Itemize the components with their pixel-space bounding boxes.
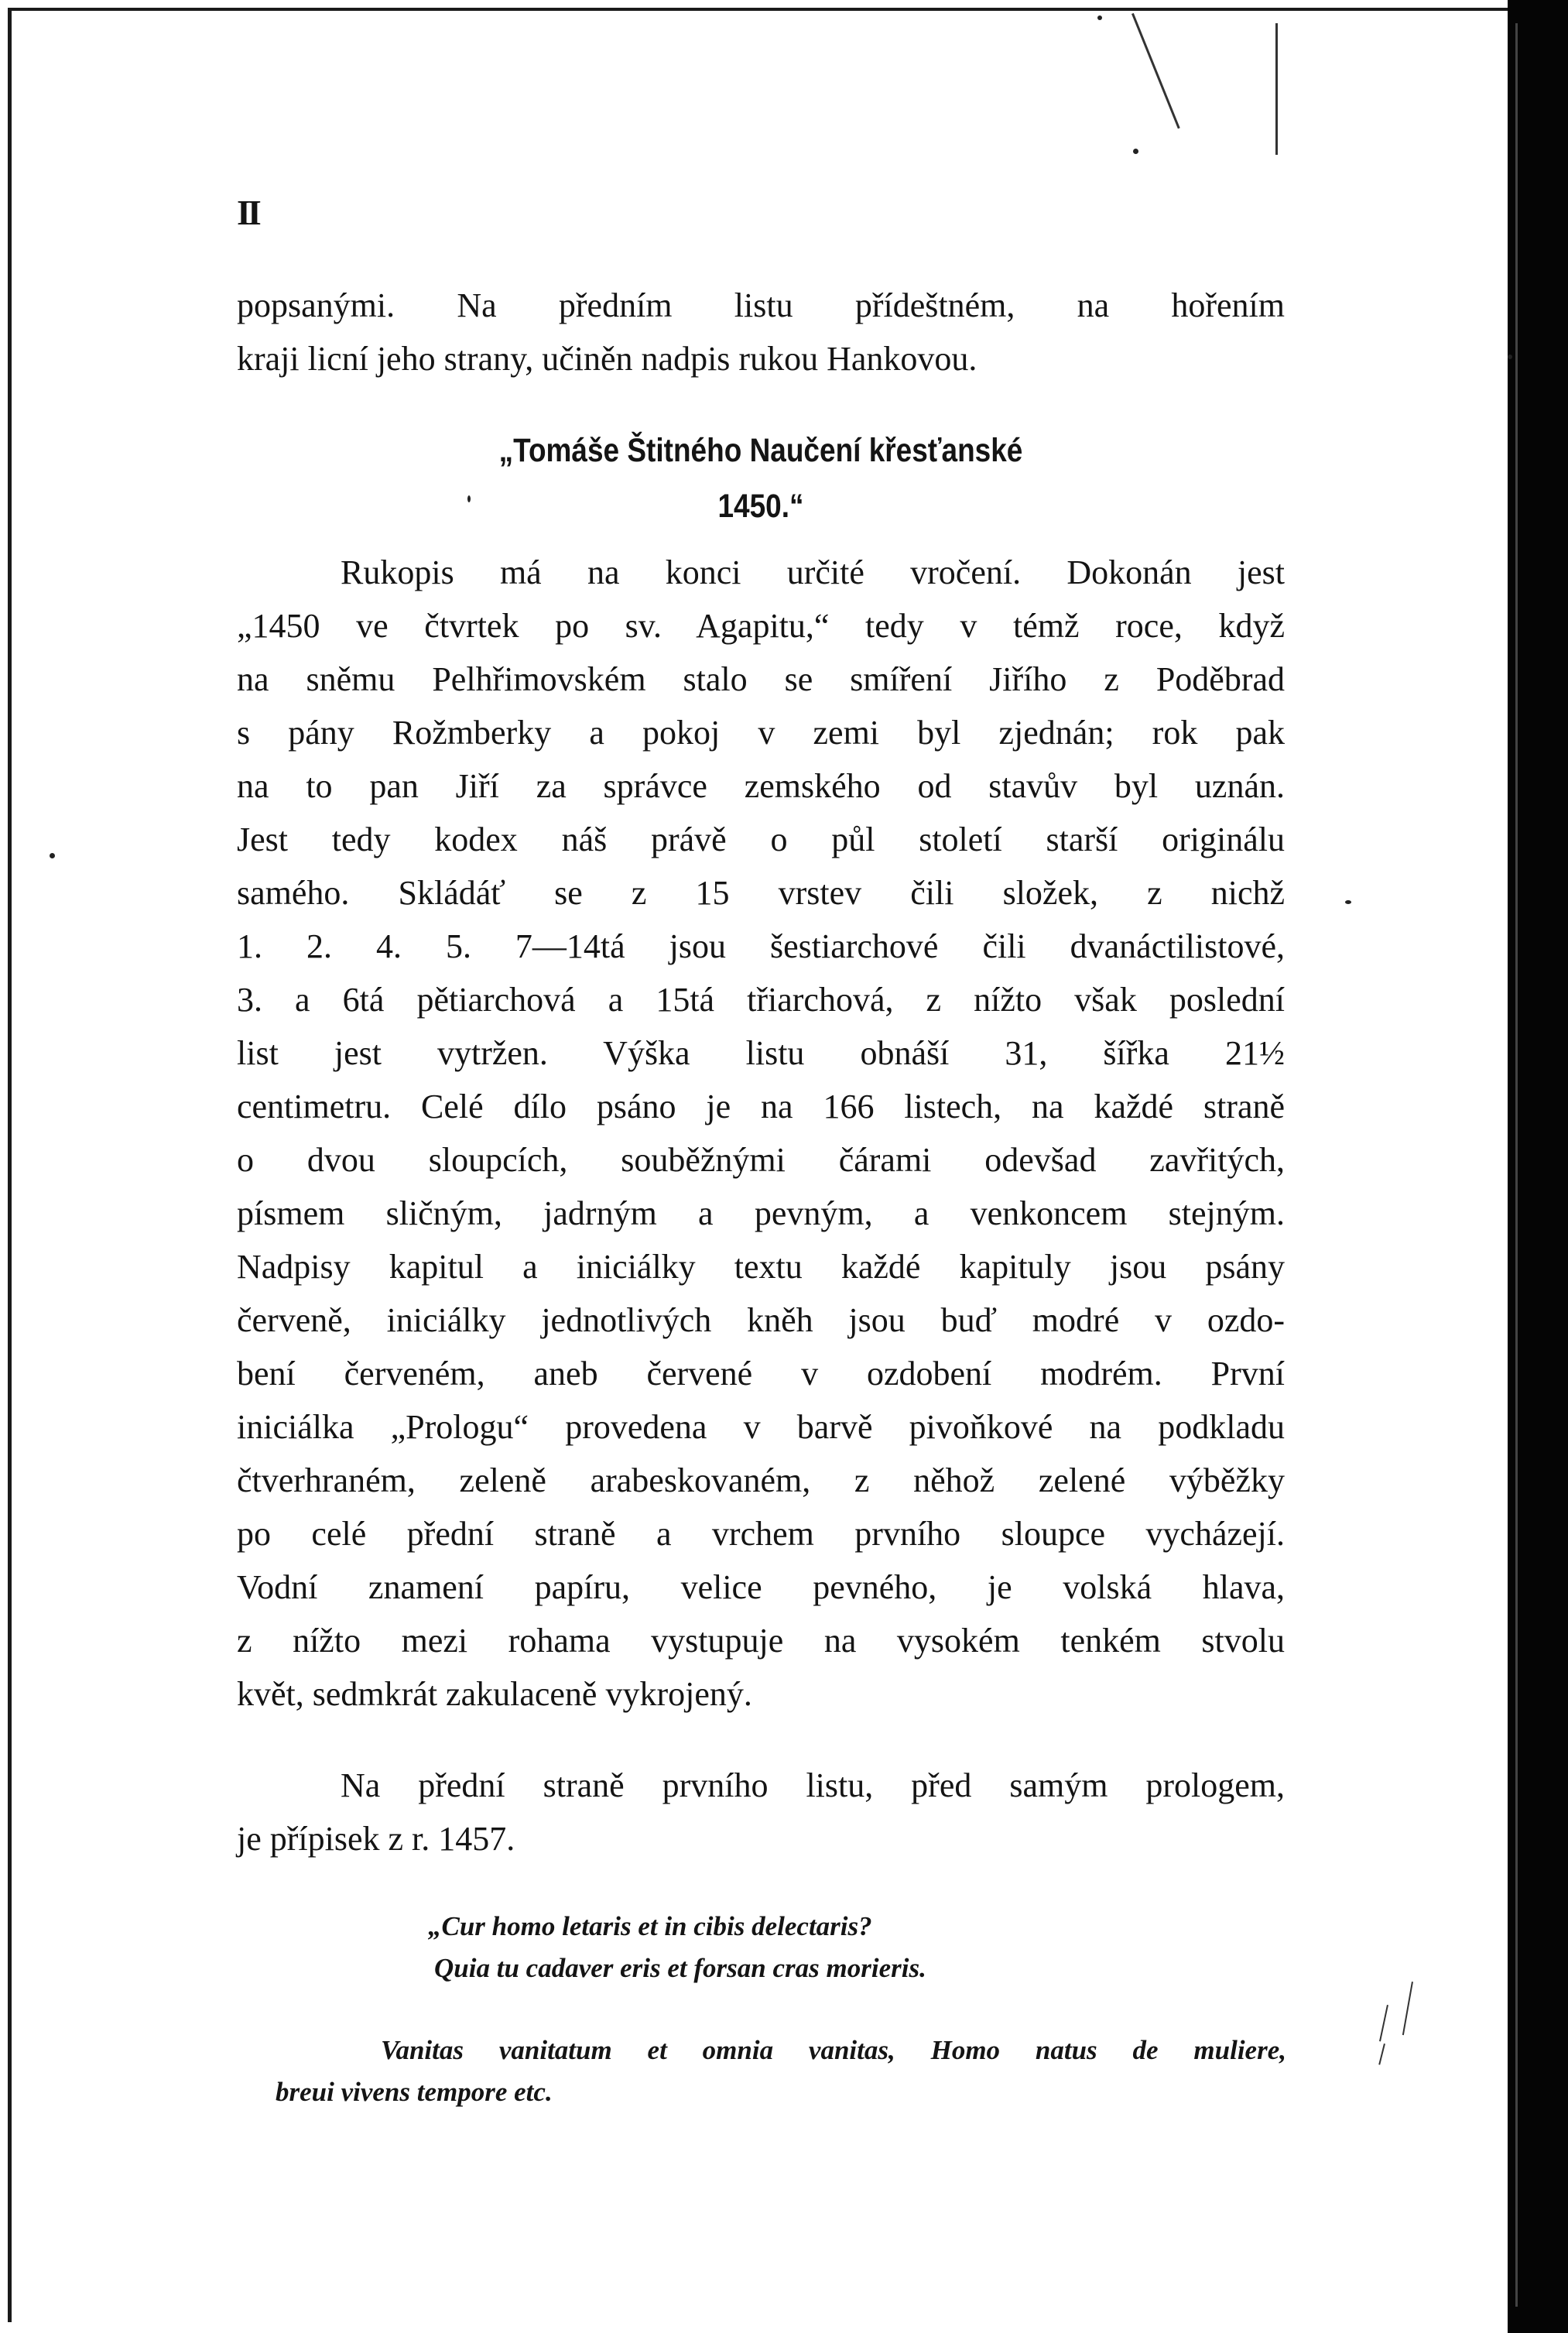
quote-line: breui vivens tempore etc.: [276, 2077, 553, 2107]
intro-paragraph: [237, 279, 1285, 385]
scan-scratch: [1275, 23, 1278, 155]
text-line: Na přední straně prvního listu, před samým prologem,: [341, 1766, 1285, 1804]
scan-speck: [50, 853, 55, 858]
heading-year: 1450.“: [717, 488, 804, 525]
scan-speck: [1097, 15, 1102, 20]
text-line: centimetru. Celé dílo psáno je na 166 listech, na každé straně: [237, 1088, 1285, 1125]
text-line: 3. a 6tá pětiarchová a 15tá třiarchová, z nížto však poslední: [237, 981, 1285, 1019]
text-line: popsanými. Na předním listu přídeštném, na hořením: [237, 286, 1285, 324]
text-line: iniciálka „Prologu“ provedena v barvě pivoňkové na podkladu: [237, 1408, 1285, 1446]
text-line: po celé přední straně a vrchem prvního sloupce vycházejí.: [237, 1515, 1285, 1553]
scan-speck: [1345, 900, 1351, 904]
text-line: z nížto mezi rohama vystupuje na vysokém tenkém stvolu: [237, 1622, 1285, 1660]
latin-verse: [428, 1906, 926, 1989]
note-paragraph: [237, 1759, 1285, 1865]
text-line: „1450 ve čtvrtek po sv. Agapitu,“ tedy v témž roce, když: [237, 607, 1285, 645]
text-line: Rukopis má na konci určité vročení. Dokonán jest: [341, 553, 1285, 591]
page-number: II: [237, 193, 258, 232]
heading-line: „Tomáše Štitného Naučení křesťanské: [498, 432, 1023, 469]
text-line: Jest tedy kodex náš právě o půl století starší originálu: [237, 820, 1285, 858]
text-line: Nadpisy kapitul a iniciálky textu každé kapituly jsou psány: [237, 1248, 1285, 1286]
text-line: na sněmu Pelhřimovském stalo se smíření Jiřího z Poděbrad: [237, 660, 1285, 698]
text-line: čtverhraném, zeleně arabeskovaném, z něhož zelené výběžky: [237, 1461, 1285, 1499]
text-line: kraji licní jeho strany, učiněn nadpis rukou Hankovou.: [237, 340, 977, 378]
text-line: je přípisek z r. 1457.: [237, 1820, 515, 1858]
manuscript-title-heading: [310, 423, 1211, 534]
text-line: 1. 2. 4. 5. 7—14tá jsou šestiarchové čili dvanáctilistové,: [237, 927, 1285, 965]
text-line: samého. Skládáť se z 15 vrstev čili složek, z nichž: [237, 874, 1285, 912]
scan-speck: [1133, 149, 1138, 154]
quote-line: Vanitas vanitatum et omnia vanitas, Homo natus de muliere,: [381, 2035, 1286, 2065]
text-line: o dvou sloupcích, souběžnými čárami odevšad zavřitých,: [237, 1141, 1285, 1179]
text-line: na to pan Jiří za správce zemského od stavův byl uznán.: [237, 767, 1285, 805]
text-line: bení červeném, aneb červené v ozdobení modrém. První: [237, 1355, 1285, 1393]
main-paragraph: [237, 546, 1285, 1721]
text-line: list jest vytržen. Výška listu obnáší 31, šířka 21½: [237, 1034, 1285, 1072]
text-line: písmem sličným, jadrným a pevným, a venkoncem stejným.: [237, 1194, 1285, 1232]
text-line: červeně, iniciálky jednotlivých kněh jsou buď modré v ozdo-: [237, 1301, 1285, 1339]
text-line: s pány Rožmberky a pokoj v zemi byl zjednán; rok pak: [237, 714, 1285, 752]
text-line: květ, sedmkrát zakulaceně vykrojený.: [237, 1675, 752, 1713]
text-line: Vodní znamení papíru, velice pevného, je volská hlava,: [237, 1568, 1285, 1606]
verse-line: „Cur homo letaris et in cibis delectaris?: [428, 1911, 872, 1941]
latin-quotation: [276, 2030, 1286, 2113]
verse-line: Quia tu cadaver eris et forsan cras morieris.: [434, 1953, 926, 1983]
spine-edge-line: [1515, 23, 1518, 2307]
scan-speck: [1508, 355, 1512, 359]
